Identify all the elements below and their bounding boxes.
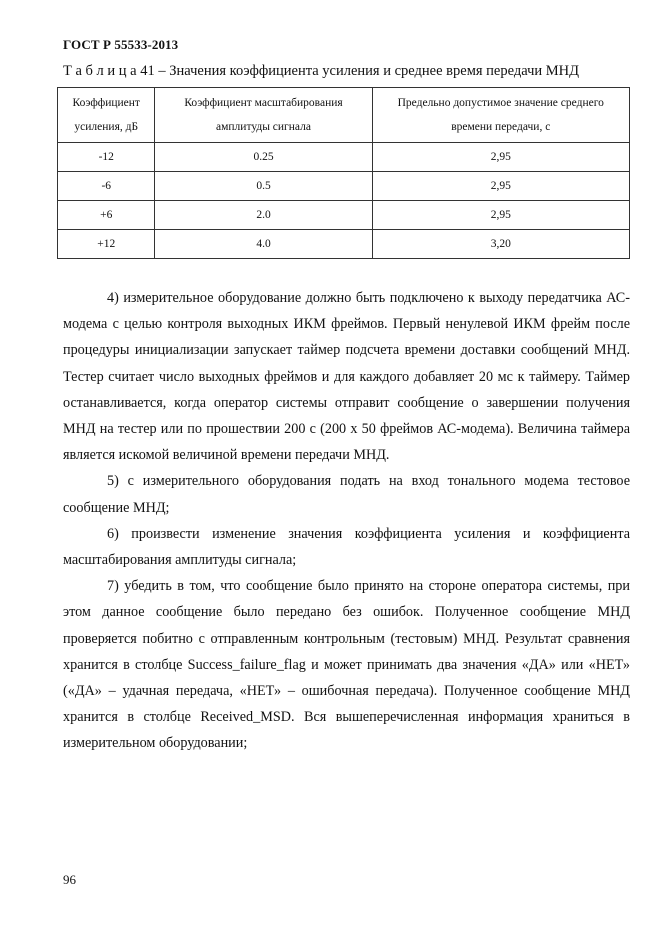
header-gain-line-1: Коэффициент xyxy=(72,97,140,109)
standard-header: ГОСТ Р 55533-2013 xyxy=(63,37,179,52)
cell-scale: 2.0 xyxy=(155,201,372,230)
cell-scale: 0.5 xyxy=(155,172,372,201)
header-gain-line-2: усиления, дБ xyxy=(74,121,139,133)
header-time xyxy=(372,88,629,143)
header-time-line-1: Предельно допустимое значение среднего xyxy=(397,97,604,109)
cell-gain: +12 xyxy=(58,230,155,259)
table-row xyxy=(58,172,630,201)
cell-time: 2,95 xyxy=(372,172,629,201)
header-scale-line-1: Коэффициент масштабирования xyxy=(184,97,343,109)
cell-time: 2,95 xyxy=(372,201,629,230)
data-table xyxy=(57,87,630,259)
body-text xyxy=(63,285,630,757)
table-row xyxy=(58,230,630,259)
table-caption: Т а б л и ц а 41 – Значения коэффициента усиления и среднее время передачи МНД xyxy=(63,63,580,79)
header-gain xyxy=(58,88,155,143)
paragraph-step-5: 5) с измерительного оборудования подать на вход тонального модема тестовое сообщение МНД; xyxy=(63,473,630,516)
cell-time: 2,95 xyxy=(372,143,629,172)
paragraph-step-4: 4) измерительное оборудование должно быть подключено к выходу передатчика АС-модема с целью контроля выходных ИКМ фреймов. Первый ненулевой ИКМ фрейм после процедуры инициализации запускает таймер подсчета времени доставки сообщений МНД. Тестер считает число выходных фреймов и для каждого добавляет 20 мс к таймеру. Таймер останавливается, когда оператор системы отправит сообщение о завершении получения МНД на тестер или по прошествии 200 с (200 х 50 фреймов АС-модема). Величина таймера является искомой величиной времени передачи МНД. xyxy=(63,290,630,464)
cell-gain: +6 xyxy=(58,201,155,230)
table-row xyxy=(58,201,630,230)
paragraph-step-7: 7) убедить в том, что сообщение было принято на стороне оператора системы, при этом данное сообщение было передано без ошибок. Полученное сообщение МНД проверяется побитно с отправленным контрольным (тестовым) МНД. Результат сравнения хранится в столбце Success_failure_flag и может принимать два значения «ДА» или «НЕТ» («ДА» – удачная передача, «НЕТ» – ошибочная передача). Полученное сообщение МНД хранится в столбце Received_MSD. Вся вышеперечисленная информация храниться в измерительном оборудовании; xyxy=(63,578,630,752)
paragraph-step-6: 6) произвести изменение значения коэффициента усиления и коэффициента масштабирования амплитуды сигнала; xyxy=(63,525,630,569)
cell-time: 3,20 xyxy=(372,230,629,259)
cell-gain: -12 xyxy=(58,143,155,172)
cell-scale: 0.25 xyxy=(155,143,372,172)
table-header-row xyxy=(58,88,630,143)
header-time-line-2: времени передачи, с xyxy=(451,121,551,133)
header-scale xyxy=(155,88,372,143)
table-row xyxy=(58,143,630,172)
header-scale-line-2: амплитуды сигнала xyxy=(216,121,311,133)
page-number: 96 xyxy=(63,872,76,887)
cell-gain: -6 xyxy=(58,172,155,201)
cell-scale: 4.0 xyxy=(155,230,372,259)
